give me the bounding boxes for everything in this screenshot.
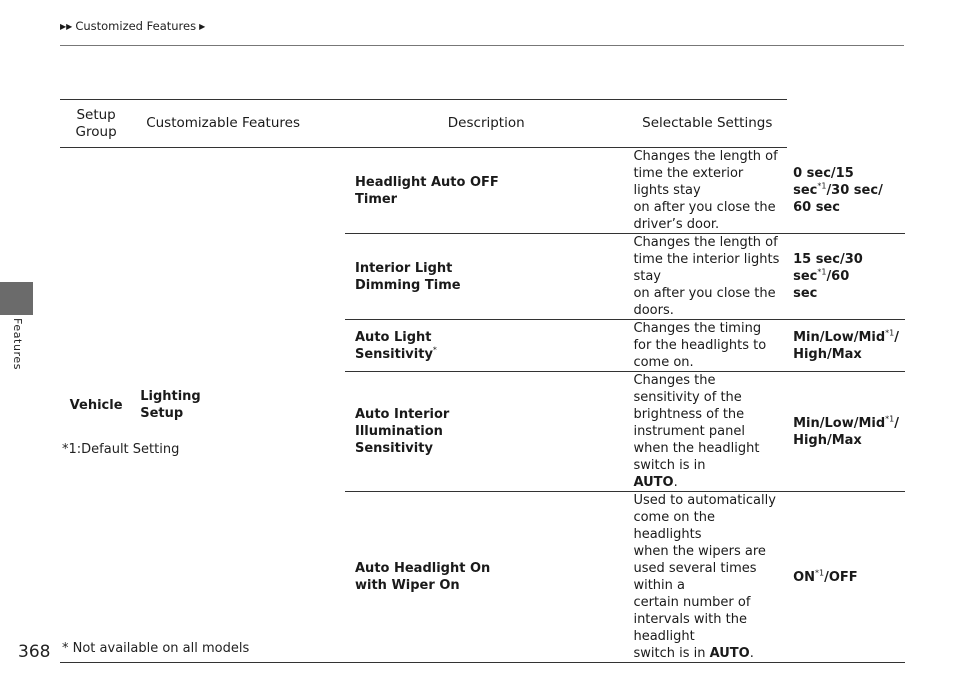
default-mark: *1 — [885, 328, 895, 338]
column-header-setup-group: Setup Group — [60, 100, 132, 148]
breadcrumb-label[interactable]: Customized Features — [75, 19, 197, 33]
setting-value: Min/Low/Mid — [793, 329, 886, 345]
selectable-settings — [787, 492, 905, 663]
feature-name: Auto Headlight On with Wiper On — [345, 492, 627, 663]
setting-value: / High/Max — [793, 415, 899, 448]
triangle-right-icon: ▶ — [66, 21, 73, 31]
default-mark: *1 — [885, 414, 895, 424]
feature-description: Changes the timing for the headlights to come on. — [627, 320, 787, 372]
lighting-setup-label: Lighting Setup — [140, 389, 201, 421]
setting-value: 0 sec/15 sec — [793, 165, 854, 198]
setting-value: /OFF — [824, 569, 858, 585]
customizable-features-table — [60, 99, 905, 663]
default-mark: *1 — [815, 568, 825, 578]
column-header-selectable-settings: Selectable Settings — [627, 100, 787, 148]
feature-description: Changes the length of time the exterior lights stay on after you close the driver’s door. — [627, 148, 787, 234]
auto-label: AUTO — [709, 646, 750, 661]
selectable-settings — [787, 234, 905, 320]
feature-name-text: Auto Light Sensitivity — [355, 329, 433, 362]
default-mark: *1 — [817, 267, 827, 277]
selectable-settings — [787, 372, 905, 492]
triangle-right-icon: ▶ — [199, 21, 206, 31]
setting-value: /60 sec — [793, 269, 850, 301]
selectable-settings — [787, 148, 905, 234]
setting-value: Min/Low/Mid — [793, 415, 886, 431]
setting-value: /30 sec/ 60 sec — [793, 182, 883, 215]
column-header-customizable-features: Customizable Features — [132, 100, 345, 148]
description-text: . — [673, 475, 678, 490]
feature-name: Auto Interior Illumination Sensitivity — [345, 372, 627, 492]
selectable-settings — [787, 320, 905, 372]
auto-label: AUTO — [633, 475, 674, 490]
breadcrumb — [60, 19, 206, 33]
triangle-right-icon: ▶ — [60, 21, 67, 31]
setting-value: 15 sec/30 sec — [793, 252, 863, 284]
feature-name — [345, 320, 627, 372]
default-setting-footnote: *1:Default Setting — [62, 442, 180, 457]
section-tab-marker — [0, 282, 33, 315]
column-header-description: Description — [345, 100, 627, 148]
feature-description: Changes the length of time the interior lights stay on after you close the doors. — [627, 234, 787, 320]
feature-description — [627, 372, 787, 492]
lighting-setup-cell — [132, 148, 345, 663]
description-text: Used to automatically come on the headlights when the wipers are used several times within a certain number of intervals with the headlight switch is in — [633, 493, 776, 661]
section-label: Features — [11, 318, 24, 371]
setting-value: / High/Max — [793, 329, 899, 362]
table-row — [60, 148, 905, 234]
feature-name: Headlight Auto OFF Timer — [345, 148, 627, 234]
default-mark: *1 — [817, 181, 827, 191]
description-text: . — [749, 646, 754, 661]
availability-note: * Not available on all models — [62, 641, 250, 656]
page-number: 368 — [18, 642, 51, 662]
setting-value: ON — [793, 569, 816, 585]
table-header-row — [60, 100, 905, 148]
header-divider — [60, 45, 904, 46]
availability-mark: * — [432, 345, 437, 355]
feature-description — [627, 492, 787, 663]
description-text: Changes the sensitivity of the brightness of the instrument panel when the headlight switch is in — [633, 373, 760, 473]
feature-name: Interior Light Dimming Time — [345, 234, 627, 320]
setup-group-cell: Vehicle — [60, 148, 132, 663]
